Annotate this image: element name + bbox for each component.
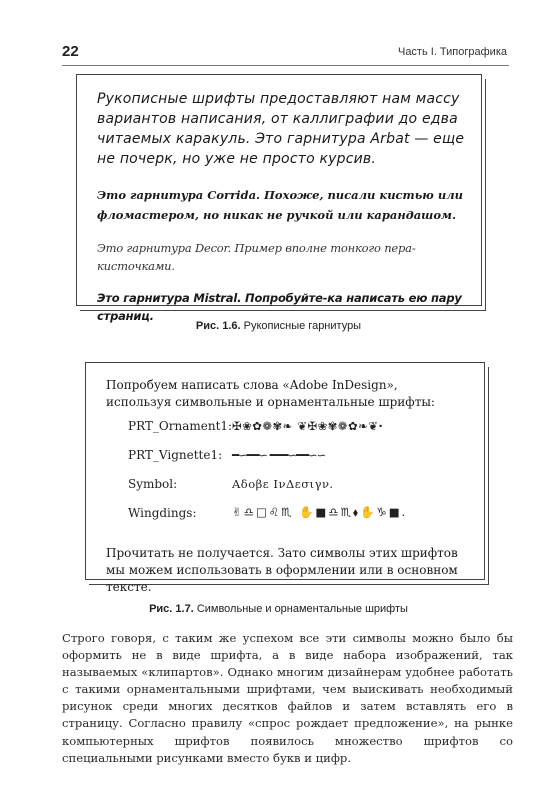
sample-arbat: Рукописные шрифты предоставляют нам массу вариантов написания, от каллиграфии до едва читаемых каракуль. Это гарнитура Arbat — еще не почерк, но уже не просто курсив. <box>97 91 465 167</box>
font-name: PRT_Vignette1: <box>128 447 223 462</box>
font-name: Symbol: <box>128 476 178 491</box>
font-row-ornament <box>106 411 466 440</box>
font-row-symbol <box>106 469 466 498</box>
font-sample: ✌♎□♌♏ ✋■♎♏⬧✋♑■. <box>232 505 408 519</box>
sample-corrida: Это гарнитура Corrida. Похоже, писали кистью или фломастером, но никак не ручкой или карандашом. <box>97 188 463 222</box>
caption-label: Рис. 1.7. <box>149 603 194 615</box>
font-name: Wingdings: <box>128 505 197 520</box>
caption-text: Рукописные гарнитуры <box>243 320 362 332</box>
sample-mistral: Это гарнитура Mistral. Попробуйте-ка написать ею пару страниц. <box>97 291 462 323</box>
figure-handwritten-fonts <box>76 74 482 323</box>
running-head: Часть I. Типографика <box>397 46 507 58</box>
font-row-wingdings <box>106 498 466 527</box>
figure-symbol-fonts <box>85 362 485 594</box>
body-paragraph: Строго говоря, с таким же успехом все эти символы можно было бы оформить не в виде шрифта, а в виде набора изображений, так называемых «клипартов». Однако многим дизайнерам удобнее работать с такими орнаментальными шрифтами, чем выискивать необходимый рисунок среди многих десятков файлов и затем вставлять его в страницу. Согласно правилу «спрос рождает предложение», на рынке компьютерных шрифтов появилось множество шрифтов со специальными рисунками вместо букв и цифр. <box>62 631 513 765</box>
caption-text: Символьные и орнаментальные шрифты <box>196 603 408 615</box>
caption-label: Рис. 1.6. <box>195 320 241 332</box>
page-number: 22 <box>62 43 79 60</box>
figure-caption-1-6 <box>0 320 557 332</box>
sample-decor: Это гарнитура Decor. Пример вполне тонкого пера-кисточками. <box>97 241 416 273</box>
figure-intro-text: Попробуем написать слова «Adobe InDesign», используя символьные и орнаментальные шрифты: <box>106 378 435 409</box>
font-sample: ━∽━━∽ ━━━∽━━∽∽ <box>232 447 326 462</box>
font-name: PRT_Ornament1: <box>128 418 233 433</box>
font-row-vignette <box>106 440 466 469</box>
figure-outro-text: Прочитать не получается. Зато символы этих шрифтов мы можем использовать в оформлении или в основном тексте. <box>106 546 458 594</box>
font-sample: ✠❀✿❁✾❧ ❦✠❀✾❁✿❧❦· <box>232 418 384 433</box>
figure-caption-1-7 <box>0 603 557 615</box>
header-rule <box>62 65 509 66</box>
font-sample: Αδοβε ΙνΔεσιγν. <box>232 476 334 491</box>
